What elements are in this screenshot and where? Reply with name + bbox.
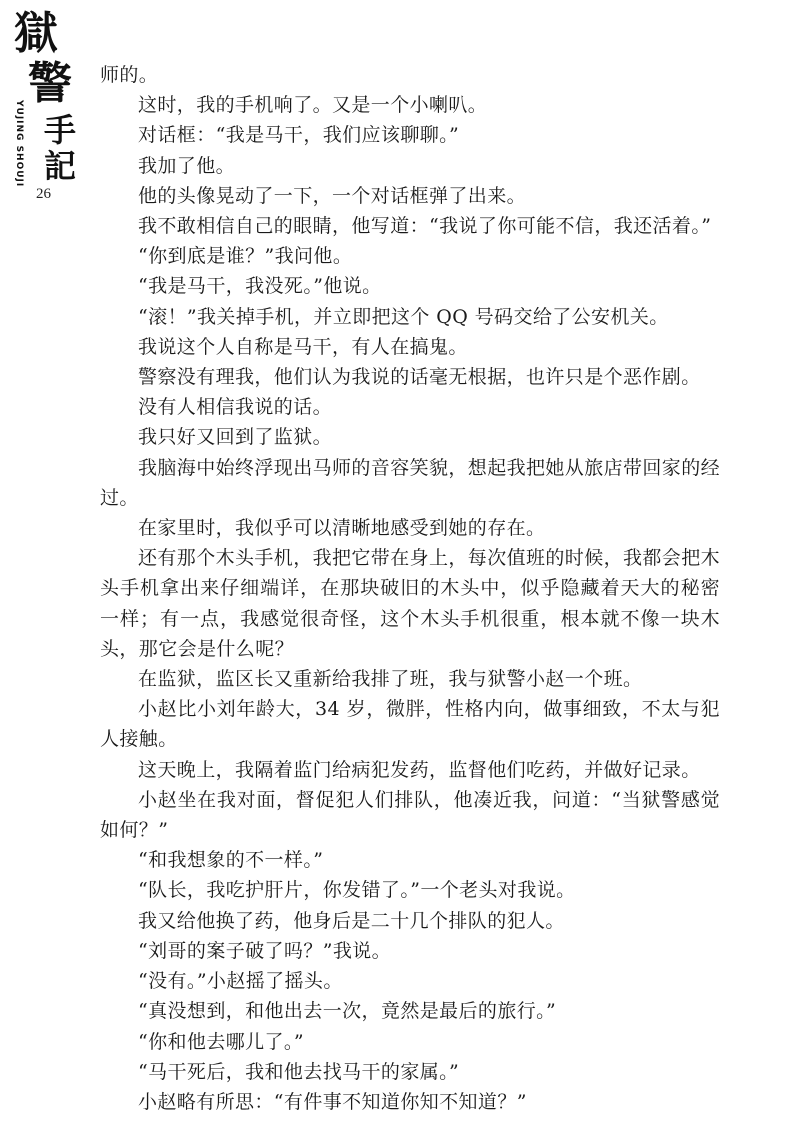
paragraph: 他的头像晃动了一下，一个对话框弹了出来。 xyxy=(138,184,527,207)
paragraph: 师的。 xyxy=(100,64,159,86)
paragraph: 警察没有理我，他们认为我说的话毫无根据，也许只是个恶作剧。 xyxy=(138,366,701,389)
paragraph: “刘哥的案子破了吗？”我说。 xyxy=(138,939,392,962)
paragraph: “真没想到，和他出去一次，竟然是最后的旅行。” xyxy=(138,1000,557,1023)
paragraph: “你到底是谁？”我问他。 xyxy=(138,245,353,268)
paragraph: 我又给他换了药，他身后是二十几个排队的犯人。 xyxy=(138,909,565,932)
paragraph: “马干死后，我和他去找马干的家属。” xyxy=(138,1060,460,1083)
paragraph: 我不敢相信自己的眼睛，他写道：“我说了你可能不信，我还活着。” xyxy=(138,215,712,238)
paragraph: 这天晚上，我隔着监门给病犯发药，监督他们吃药，并做好记录。 xyxy=(138,758,701,781)
logo-char-3: 手 xyxy=(44,111,77,149)
paragraph: “滚！”我关掉手机，并立即把这个 QQ 号码交给了公安机关。 xyxy=(138,305,669,328)
paragraph: “你和他去哪儿了。” xyxy=(138,1030,304,1053)
paragraph: 我只好又回到了监狱。 xyxy=(138,426,333,449)
book-title-logo xyxy=(14,8,84,192)
paragraph: 我加了他。 xyxy=(138,154,236,177)
paragraph: 在家里时，我似乎可以清晰地感受到她的存在。 xyxy=(138,517,546,540)
logo-char-4: 記 xyxy=(44,147,77,185)
paragraph: 在监狱，监区长又重新给我排了班，我与狱警小赵一个班。 xyxy=(138,668,643,691)
paragraph: 小赵坐在我对面，督促犯人们排队，他凑近我，问道：“当狱警感觉如何？” xyxy=(100,788,720,842)
logo-char-1: 獄 xyxy=(14,8,58,59)
paragraph: 没有人相信我说的话。 xyxy=(138,396,333,419)
paragraph: 小赵略有所思：“有件事不知道你知不知道？” xyxy=(138,1090,527,1113)
logo-char-2: 警 xyxy=(28,58,72,109)
paragraph: “没有。”小赵摇了摇头。 xyxy=(138,970,343,993)
paragraph: “我是马干，我没死。”他说。 xyxy=(138,275,382,298)
body-text xyxy=(100,60,720,1117)
paragraph: “和我想象的不一样。” xyxy=(138,849,324,872)
paragraph: 小赵比小刘年龄大，34 岁，微胖，性格内向，做事细致，不太与犯人接触。 xyxy=(100,698,720,751)
paragraph: 我脑海中始终浮现出马师的音容笑貌，想起我把她从旅店带回家的经过。 xyxy=(100,456,721,509)
paragraph: 我说这个人自称是马干，有人在搞鬼。 xyxy=(138,335,468,358)
paragraph: 对话框：“我是马干，我们应该聊聊。” xyxy=(138,124,460,147)
logo-pinyin: YUJING SHOUJI xyxy=(14,100,24,188)
page-number: 26 xyxy=(36,186,51,202)
paragraph: “队长，我吃护肝片，你发错了。”一个老头对我说。 xyxy=(138,879,576,902)
paragraph: 这时，我的手机响了。又是一个小喇叭。 xyxy=(138,94,488,117)
paragraph: 还有那个木头手机，我把它带在身上，每次值班的时候，我都会把木头手机拿出来仔细端详，在那块破旧的木头中，似乎隐藏着天大的秘密一样；有一点，我感觉很奇怪，这个木头手机很重，根本就不像一块木头，那它会是什么呢？ xyxy=(100,547,721,660)
